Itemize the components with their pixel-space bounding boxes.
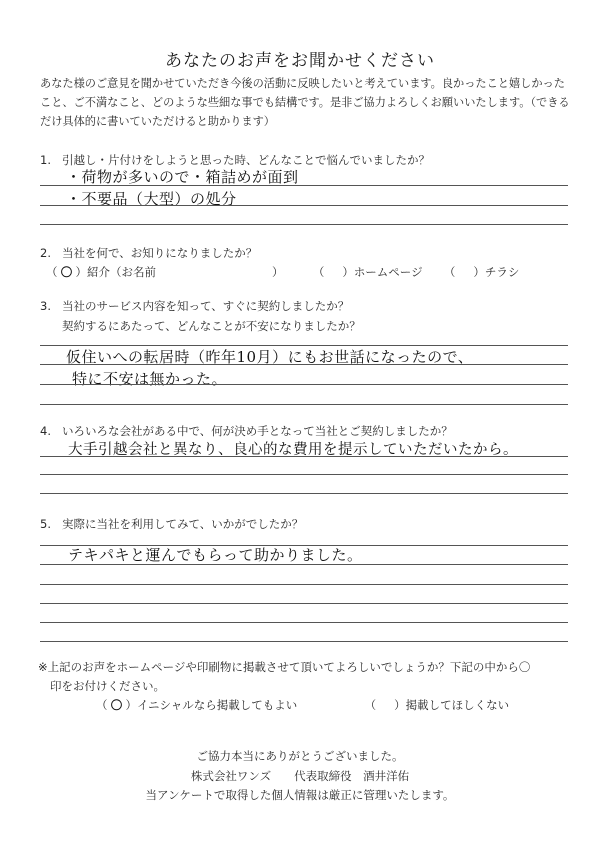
answer-line — [40, 474, 568, 475]
answer-line — [40, 404, 568, 405]
option-referral-label: 紹介（お名前 — [87, 265, 156, 279]
question-1-number: 1. — [40, 153, 51, 167]
answer-line — [40, 564, 568, 565]
answer-line — [40, 641, 568, 642]
consent-options — [96, 697, 509, 713]
answer-line — [40, 364, 568, 365]
selected-mark: 〇 — [110, 698, 123, 712]
question-2-text: 当社を何で、お知りになりましたか？ — [62, 246, 258, 260]
question-1-text: 引越し・片付けをしようと思った時、どんなことで悩んでいましたか？ — [62, 153, 430, 167]
option-homepage[interactable]: （ ）ホームページ — [312, 265, 423, 279]
answer-1-line-1: ・荷物が多いので・箱詰めが面到 — [66, 168, 299, 186]
answer-line — [40, 622, 568, 623]
question-3-text-2: 契約するにあたって、どんなことが不安になりましたか？ — [62, 319, 361, 333]
footer-company: 株式会社ワンズ 代表取締役 酒井洋佑 — [190, 769, 410, 783]
answer-5-line-1: テキパキと運んでもらって助かりました。 — [68, 546, 363, 564]
option-referral-close: ） — [272, 265, 284, 279]
footer-thanks: ご協力本当にありがとうございました。 — [196, 749, 404, 763]
option-referral[interactable]: （ 〇 ）紹介（お名前 — [46, 265, 156, 279]
answer-line — [40, 584, 568, 585]
page-title: あなたのお声をお聞かせください — [165, 51, 435, 71]
question-2-number: 2. — [40, 246, 51, 260]
consent-text-1: ※上記のお声をホームページや印刷物に掲載させて頂いてよろしいでしょうか？下記の中から〇 — [38, 660, 531, 674]
question-3-number: 3. — [40, 299, 51, 313]
question-4-text: いろいろな会社がある中で、何が決め手となって当社とご契約しましたか？ — [62, 424, 453, 438]
option-flyer[interactable]: （ ）チラシ — [443, 265, 520, 279]
answer-line — [40, 456, 568, 457]
question-3 — [40, 298, 349, 314]
answer-3-line-2: 特に不安は無かった。 — [72, 370, 228, 388]
answer-4-line-1: 大手引越会社と異なり、良心的な費用を提示していただいたから。 — [68, 442, 518, 458]
question-2-options — [46, 264, 519, 280]
option-homepage-label: ホームページ — [353, 265, 423, 279]
question-2 — [40, 245, 257, 261]
answer-3-line-1: 仮住いへの転居時（昨年10月）にもお世話になったので、 — [66, 348, 474, 366]
answer-line — [40, 345, 568, 346]
option-initials-ok-label: イニシャルなら掲載してもよい — [137, 698, 298, 712]
answer-line — [40, 603, 568, 604]
answer-line — [40, 384, 568, 385]
option-flyer-label: チラシ — [484, 265, 520, 279]
question-4 — [40, 423, 453, 439]
question-5 — [40, 516, 303, 532]
question-5-text: 実際に当社を利用してみて、いかがでしたか？ — [62, 517, 304, 531]
answer-line — [40, 545, 568, 546]
answer-line — [40, 493, 568, 494]
intro-text: あなた様のご意見を聞かせていただき今後の活動に反映したいと考えています。良かったこと嬉しかったこと、ご不満なこと、どのような些細な事でも結構です。是非ご協力よろしくお願いいたします。（できるだけ具体的に書いていただけると助かります） — [40, 77, 570, 128]
consent-text-2: 印をお付けください。 — [50, 679, 165, 693]
answer-line — [40, 185, 568, 186]
answer-1-line-2: ・不要品（大型）の処分 — [66, 190, 237, 208]
selected-mark: 〇 — [60, 265, 73, 279]
option-no-publish[interactable]: （ ）掲載してほしくない — [364, 698, 510, 712]
question-5-number: 5. — [40, 517, 51, 531]
answer-line — [40, 224, 568, 225]
answer-line — [40, 205, 568, 206]
footer-privacy: 当アンケートで取得した個人情報は厳正に管理いたします。 — [145, 788, 455, 802]
question-3-text: 当社のサービス内容を知って、すぐに契約しましたか？ — [62, 299, 350, 313]
question-4-number: 4. — [40, 424, 51, 438]
option-initials-ok[interactable]: （ 〇 ）イニシャルなら掲載してもよい — [96, 698, 298, 712]
option-no-publish-label: 掲載してほしくない — [405, 698, 510, 712]
